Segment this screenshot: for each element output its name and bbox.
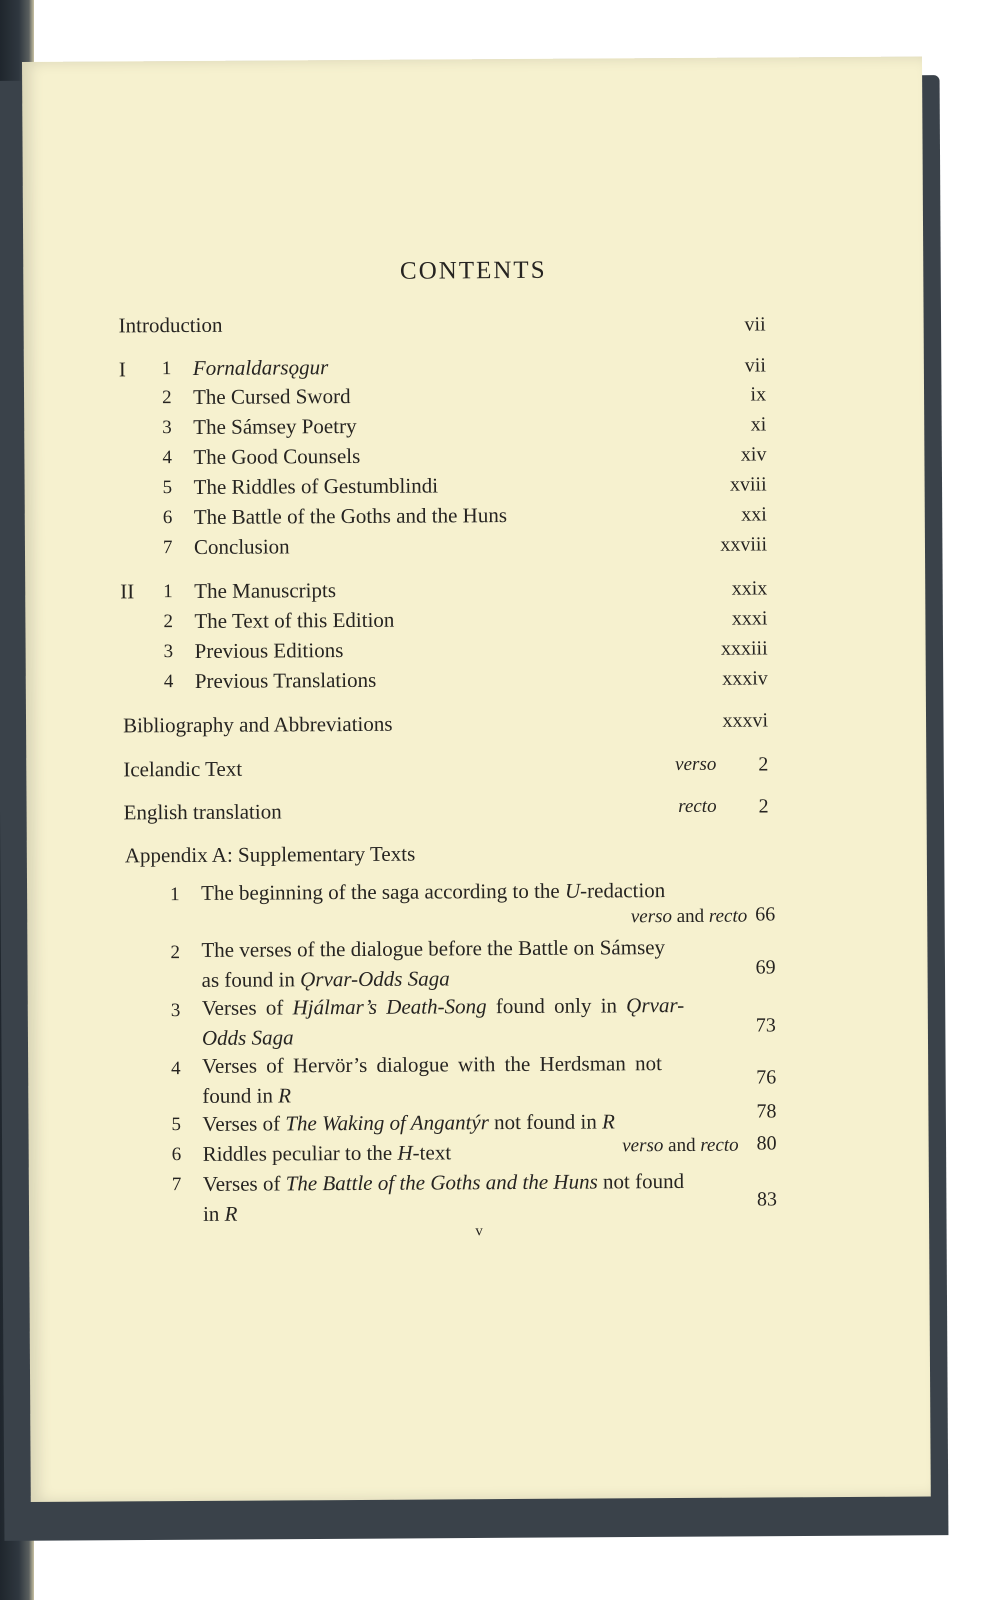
appendix-item-page: 80 — [756, 1132, 777, 1155]
section-number: 2 — [163, 611, 173, 633]
appendix-item-title: Verses of Hervör’s dialogue with the Herdsman not — [202, 1051, 662, 1078]
section-number: 4 — [162, 447, 172, 469]
toc-icelandic-note: verso — [675, 753, 717, 776]
part-two-numeral: II — [120, 579, 135, 604]
section-title: Previous Editions — [194, 638, 344, 663]
section-title: Conclusion — [193, 534, 290, 559]
appendix-item-number: 7 — [171, 1174, 182, 1196]
section-page: xxix — [731, 577, 768, 600]
section-title: The Cursed Sword — [192, 383, 351, 409]
section-page: xxviii — [720, 533, 768, 556]
section-title: The Text of this Edition — [194, 607, 395, 633]
appendix-item-title-cont: Odds Saga — [201, 1025, 294, 1050]
section-number: 6 — [162, 507, 173, 529]
section-page: xxxiv — [722, 667, 768, 690]
appendix-item-number: 3 — [170, 1000, 181, 1022]
appendix-item-page: 66 — [755, 903, 776, 926]
toc-icelandic-page: 2 — [758, 753, 769, 776]
appendix-item-title: Verses of The Waking of Angantýr not found in R — [202, 1109, 615, 1136]
appendix-item-page: 76 — [756, 1066, 777, 1089]
appendix-item-note: verso and recto — [630, 905, 748, 928]
toc-introduction-page: vii — [744, 313, 766, 336]
section-page: xviii — [729, 473, 767, 496]
toc-icelandic-label: Icelandic Text — [123, 756, 243, 782]
appendix-item-number: 5 — [171, 1114, 182, 1136]
toc-english-note: recto — [678, 795, 717, 818]
appendix-item-page: 83 — [756, 1188, 778, 1211]
section-page: xiv — [740, 443, 767, 466]
section-number: 3 — [163, 641, 174, 663]
section-page: ix — [750, 383, 767, 406]
section-number: 3 — [162, 417, 172, 439]
appendix-item-title-cont: in R — [202, 1201, 238, 1226]
section-number: 5 — [162, 477, 173, 499]
appendix-item-page: 78 — [756, 1100, 777, 1123]
appendix-item-title: Riddles peculiar to the H-text — [202, 1140, 452, 1166]
appendix-item-note: verso and recto — [622, 1134, 739, 1157]
page-title: CONTENTS — [399, 256, 547, 285]
section-page: xxxiii — [720, 637, 768, 660]
section-title: Previous Translations — [194, 667, 377, 693]
section-page: xxxi — [731, 607, 768, 630]
section-number: 1 — [163, 581, 173, 603]
page-folio: v — [475, 1223, 483, 1240]
appendix-item-title: The verses of the dialogue before the Battle on Sámsey — [201, 935, 666, 962]
section-title: The Battle of the Goths and the Huns — [193, 503, 508, 529]
toc-english-label: English translation — [123, 799, 282, 825]
contents-page — [22, 57, 931, 1502]
section-page: xxi — [741, 503, 767, 526]
appendix-item-number: 6 — [171, 1144, 182, 1166]
appendix-item-title: Verses of The Battle of the Goths and the Huns not found — [202, 1168, 685, 1196]
toc-bibliography-page: xxxvi — [722, 709, 769, 732]
section-title: Fornaldarsǫgur — [192, 355, 329, 380]
section-page: vii — [744, 354, 766, 377]
appendix-item-title: Verses of Hjálmar’s Death-Song found only in Ǫrvar- — [201, 992, 685, 1020]
appendix-item-title: The beginning of the saga according to the U-redaction — [201, 878, 666, 905]
toc-english-page: 2 — [758, 795, 769, 818]
section-title: The Riddles of Gestumblindi — [193, 473, 439, 499]
section-number: 7 — [162, 537, 173, 559]
part-one-numeral: I — [118, 357, 126, 382]
appendix-item-page: 73 — [755, 1014, 776, 1037]
appendix-item-title-cont: found in R — [202, 1083, 292, 1108]
section-number: 1 — [161, 358, 172, 380]
section-number: 2 — [161, 387, 172, 409]
appendix-item-number: 2 — [170, 942, 181, 964]
section-title: The Manuscripts — [194, 578, 337, 603]
section-number: 4 — [163, 671, 174, 693]
section-title: The Good Counsels — [193, 443, 361, 469]
appendix-item-title-cont: as found in Ǫrvar-Odds Saga — [201, 966, 450, 992]
toc-introduction-label: Introduction — [118, 312, 223, 338]
appendix-item-number: 1 — [170, 884, 180, 906]
section-page: xi — [750, 413, 767, 436]
appendix-item-page: 69 — [755, 956, 776, 979]
appendix-heading: Appendix A: Supplementary Texts — [124, 841, 416, 868]
toc-bibliography-label: Bibliography and Abbreviations — [122, 711, 393, 738]
section-title: The Sámsey Poetry — [193, 413, 357, 439]
appendix-item-number: 4 — [171, 1058, 181, 1080]
